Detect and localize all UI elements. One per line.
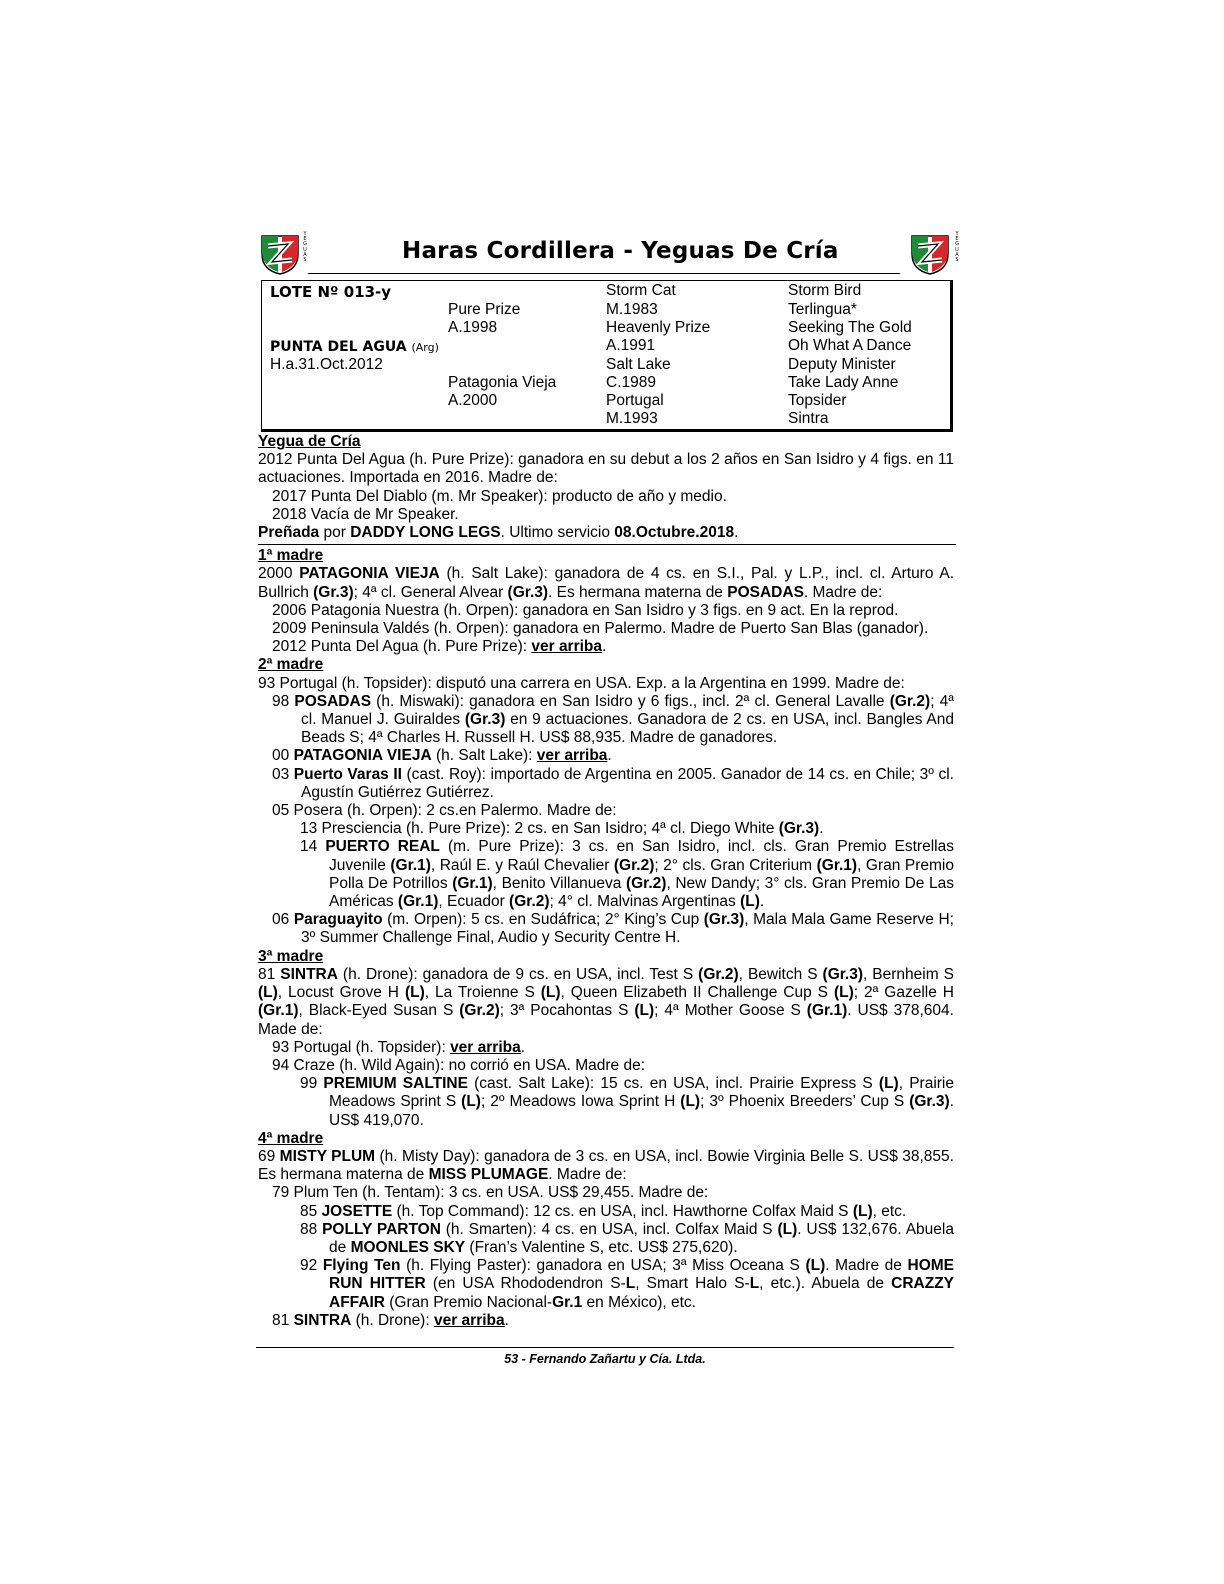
logo-side-text: Y E G U A S (303, 231, 307, 264)
m2-offspring: 00 PATAGONIA VIEJA (h. Salt Lake): ver arriba. (272, 747, 612, 765)
gen4-entry: Deputy Minister (788, 356, 896, 373)
gen3-entry: C.1989 (606, 374, 656, 391)
gen4-entry: Sintra (788, 410, 829, 427)
m4-grand-offspring: 92 Flying Ten (h. Flying Paster): ganadora en USA; 3ª Miss Oceana S (L). Madre de HOME RUN HITTER (en USA Rhododendron S-L, Smart Halo S-L, etc.). Abuela de CRAZZY AFFAIR (Gran Premio Nacional-Gr.1 en México), etc. (300, 1257, 955, 1311)
yegua-line: 2017 Punta Del Diablo (m. Mr Speaker): producto de año y medio. (272, 487, 727, 505)
m2-entry: 93 Portugal (h. Topsider): disputó una carrera en USA. Exp. a la Argentina en 1999. Madre de: (258, 674, 905, 692)
ver-arriba-link: ver arriba (433, 1311, 505, 1329)
foaling-date: H.a.31.Oct.2012 (270, 356, 383, 373)
sire-name: Pure Prize (448, 301, 521, 318)
lot-number: LOTE Nº 013-y (270, 283, 392, 301)
m4-grand-offspring: 85 JOSETTE (h. Top Command): 12 cs. en USA, incl. Hawthorne Colfax Maid S (L), etc. (300, 1202, 907, 1220)
sire-year: A.1998 (448, 319, 498, 336)
m4-grand-offspring: 88 POLLY PARTON (h. Smarten): 4 cs. en USA, incl. Colfax Maid S (L). US$ 132,676. Abuela de MOONLES SKY (Fran’s Valentine S, etc. US$ 275,620). (300, 1220, 954, 1256)
m2-offspring: 03 Puerto Varas II (cast. Roy): importado de Argentina en 2005. Ganador de 14 cs. en Chile; 3º cl. Agustín Gutiérrez Gutiérrez. (272, 765, 954, 801)
haras-logo-right (908, 231, 959, 276)
m1-entry: 2000 PATAGONIA VIEJA (h. Salt Lake): ganadora de 4 cs. en S.I., Pal. y L.P., incl. cl. Arturo A. Bullrich (Gr.3); 4ª cl. General Alvear (Gr.3). Es hermana materna de POSADAS. Madre de: (258, 565, 954, 601)
horse-name-text: PUNTA DEL AGUA (270, 339, 407, 355)
gen3-entry: A.1991 (606, 337, 656, 354)
catalog-body (258, 433, 954, 1330)
section-divider (258, 544, 956, 545)
gen4-entry: Storm Bird (788, 282, 862, 299)
gen4-entry: Seeking The Gold (788, 319, 912, 336)
gen4-entry: Terlingua* (788, 301, 857, 318)
title-underline (308, 273, 900, 274)
yegua-line: 2012 Punta Del Agua (h. Pure Prize): ganadora en su debut a los 2 años en San Isidro y 4 figs. en 11 actuaciones. Importada en 2016. Madre de: (258, 451, 954, 487)
m1-offspring: 2009 Peninsula Valdés (h. Orpen): ganadora en Palermo. Madre de Puerto San Blas (ganador). (272, 620, 929, 638)
gen4-entry: Topsider (788, 392, 847, 409)
m2-offspring: 98 POSADAS (h. Miswaki): ganadora en San Isidro y 6 figs., incl. 2ª cl. General Lavalle (Gr.2); 4ª cl. Manuel J. Guiraldes (Gr.3) en 9 actuaciones. Ganadora de 2 cs. en USA, incl. Bangles And Beads S; 4ª Charles H. Russell H. US$ 88,935. Madre de ganadores. (272, 692, 954, 747)
haras-shield-icon (258, 232, 302, 276)
m2-grand-offspring: 13 Presciencia (h. Pure Prize): 2 cs. en San Isidro; 4ª cl. Diego White (Gr.3). (300, 820, 824, 838)
m2-grand-offspring: 14 PUERTO REAL (m. Pure Prize): 3 cs. en San Isidro, incl. cls. Gran Premio Estrellas Juvenile (Gr.1), Raúl E. y Raúl Chevalier (Gr.2); 2° cls. Gran Criterium (Gr.1), Gran Premio Polla De Potrillos (Gr.1), Benito Villanueva (Gr.2), New Dandy; 3° cls. Gran Premio De Las Américas (Gr.1), Ecuador (Gr.2); 4° cl. Malvinas Argentinas (L). (300, 838, 955, 911)
page-header (256, 231, 959, 278)
gen4-entry: Take Lady Anne (788, 374, 899, 391)
m2-offspring: 05 Posera (h. Orpen): 2 cs.en Palermo. Madre de: (272, 802, 617, 820)
ver-arriba-link: ver arriba (536, 747, 608, 765)
m4-offspring: 81 SINTRA (h. Drone): ver arriba. (272, 1311, 509, 1329)
m3-entry: 81 SINTRA (h. Drone): ganadora de 9 cs. en USA, incl. Test S (Gr.2), Bewitch S (Gr.3), Bernheim S (L), Locust Grove H (L), La Troienne S (L), Queen Elizabeth II Challenge Cup S (L); 2ª Gazelle H (Gr.1), Black-Eyed Susan S (Gr.2); 3ª Pocahontas S (L); 4ª Mother Goose S (Gr.1). US$ 378,604. Made de: (258, 965, 954, 1038)
section-heading-m3: 3ª madre (258, 947, 324, 965)
m2-offspring: 06 Paraguayito (m. Orpen): 5 cs. en Sudáfrica; 2° King’s Cup (Gr.3), Mala Mala Game Reserve H; 3º Summer Challenge Final, Audio y Security Centre H. (272, 911, 954, 947)
m3-grand-offspring: 99 PREMIUM SALTINE (cast. Salt Lake): 15 cs. en USA, incl. Prairie Express S (L), Prairie Meadows Sprint S (L); 2º Meadows Iowa Sprint H (L); 3º Phoenix Breeders’ Cup S (Gr.3). US$ 419,070. (300, 1075, 954, 1129)
footer-divider (256, 1347, 954, 1348)
m3-offspring: 94 Craze (h. Wild Again): no corrió en USA. Madre de: (272, 1056, 646, 1074)
dam-name: Patagonia Vieja (448, 374, 557, 391)
horse-name (270, 338, 439, 357)
section-heading-m1: 1ª madre (258, 547, 324, 565)
m4-offspring: 79 Plum Ten (h. Tentam): 3 cs. en USA. US$ 29,455. Madre de: (272, 1184, 709, 1202)
logo-side-text: Y E G U A S (955, 231, 959, 264)
dam-year: A.2000 (448, 392, 498, 409)
gen4-entry: Oh What A Dance (788, 337, 912, 354)
gen3-entry: Portugal (606, 392, 664, 409)
m1-offspring: 2006 Patagonia Nuestra (h. Orpen): ganadora en San Isidro y 3 figs. en 9 act. En la reprod. (272, 601, 899, 619)
gen3-entry: Salt Lake (606, 356, 671, 373)
section-heading-m4: 4ª madre (258, 1129, 324, 1147)
page-footer: 53 - Fernando Zañartu y Cía. Ltda. (504, 1352, 706, 1366)
yegua-line: 2018 Vacía de Mr Speaker. (272, 505, 459, 523)
section-heading-yegua: Yegua de Cría (258, 433, 361, 450)
pedigree-table (261, 280, 953, 432)
page-title: Haras Cordillera - Yeguas De Cría (402, 238, 839, 264)
ver-arriba-link: ver arriba (531, 638, 603, 656)
horse-origin: (Arg) (411, 341, 439, 354)
haras-shield-icon (908, 232, 952, 276)
m3-offspring: 93 Portugal (h. Topsider): ver arriba. (272, 1038, 526, 1056)
gen3-entry: M.1993 (606, 410, 658, 427)
gen3-entry: M.1983 (606, 301, 658, 318)
haras-logo-left (258, 231, 307, 276)
pregnancy-line: Preñada por DADDY LONG LEGS. Ultimo servicio 08.Octubre.2018. (258, 524, 739, 542)
m4-entry: 69 MISTY PLUM (h. Misty Day): ganadora de 3 cs. en USA, incl. Bowie Virginia Belle S. US$ 38,855. Es hermana materna de MISS PLUMAGE. Madre de: (258, 1147, 954, 1184)
gen3-entry: Heavenly Prize (606, 319, 711, 336)
gen3-entry: Storm Cat (606, 282, 676, 299)
ver-arriba-link: ver arriba (450, 1038, 521, 1056)
m1-offspring: 2012 Punta Del Agua (h. Pure Prize): ver arriba. (272, 638, 607, 656)
section-heading-m2: 2ª madre (258, 656, 324, 674)
